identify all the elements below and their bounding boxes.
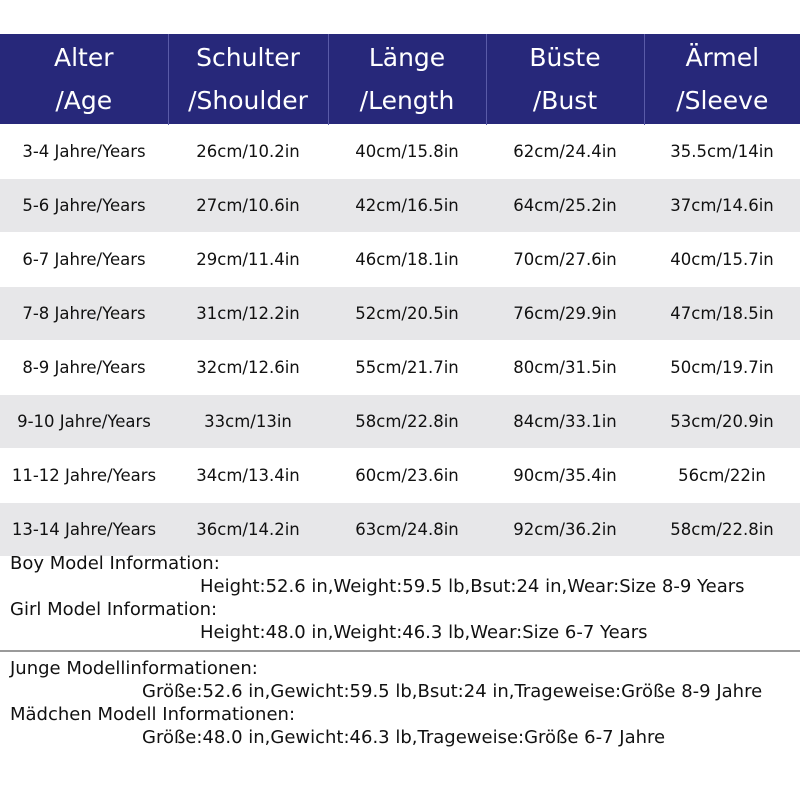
header-bust — [486, 34, 644, 125]
cell-length: 42cm/16.5in — [328, 179, 486, 233]
header-length-line1: Länge — [368, 43, 446, 72]
header-age — [0, 34, 168, 125]
table-row — [0, 179, 800, 233]
header-sleeve — [644, 34, 800, 125]
cell-shoulder: 33cm/13in — [168, 395, 328, 449]
cell-age: 7-8 Jahre/Years — [0, 287, 168, 341]
header-bust-line2: /Bust — [532, 86, 598, 115]
cell-age: 13-14 Jahre/Years — [0, 503, 168, 557]
header-shoulder-line2: /Shoulder — [188, 86, 308, 115]
english-model-info — [0, 552, 800, 644]
table-row — [0, 125, 800, 179]
cell-length: 58cm/22.8in — [328, 395, 486, 449]
cell-bust: 92cm/36.2in — [486, 503, 644, 557]
header-shoulder-line1: Schulter — [196, 43, 300, 72]
cell-bust: 76cm/29.9in — [486, 287, 644, 341]
girl-model-label: Girl Model Information: — [10, 599, 218, 620]
cell-bust: 84cm/33.1in — [486, 395, 644, 449]
table-row — [0, 233, 800, 287]
cell-age: 3-4 Jahre/Years — [0, 125, 168, 179]
cell-sleeve: 40cm/15.7in — [644, 233, 800, 287]
maedchen-model-label: Mädchen Modell Informationen: — [10, 704, 296, 725]
cell-length: 63cm/24.8in — [328, 503, 486, 557]
size-table — [0, 34, 800, 556]
cell-bust: 70cm/27.6in — [486, 233, 644, 287]
cell-age: 9-10 Jahre/Years — [0, 395, 168, 449]
cell-shoulder: 34cm/13.4in — [168, 449, 328, 503]
header-sleeve-line2: /Sleeve — [676, 86, 769, 115]
header-bust-line1: Büste — [529, 43, 601, 72]
cell-length: 40cm/15.8in — [328, 125, 486, 179]
cell-shoulder: 27cm/10.6in — [168, 179, 328, 233]
cell-sleeve: 50cm/19.7in — [644, 341, 800, 395]
maedchen-model-details: Größe:48.0 in,Gewicht:46.3 lb,Trageweise:Größe 6-7 Jahre — [142, 727, 666, 748]
cell-length: 46cm/18.1in — [328, 233, 486, 287]
cell-shoulder: 26cm/10.2in — [168, 125, 328, 179]
cell-bust: 80cm/31.5in — [486, 341, 644, 395]
header-length-line2: /Length — [359, 86, 455, 115]
cell-bust: 64cm/25.2in — [486, 179, 644, 233]
header-shoulder — [168, 34, 328, 125]
junge-model-label: Junge Modellinformationen: — [10, 658, 258, 679]
cell-shoulder: 36cm/14.2in — [168, 503, 328, 557]
cell-sleeve: 58cm/22.8in — [644, 503, 800, 557]
table-row — [0, 503, 800, 557]
cell-sleeve: 56cm/22in — [644, 449, 800, 503]
cell-age: 5-6 Jahre/Years — [0, 179, 168, 233]
junge-model-details: Größe:52.6 in,Gewicht:59.5 lb,Bsut:24 in,Trageweise:Größe 8-9 Jahre — [142, 681, 763, 702]
header-length — [328, 34, 486, 125]
header-row — [0, 34, 800, 125]
cell-bust: 62cm/24.4in — [486, 125, 644, 179]
cell-sleeve: 47cm/18.5in — [644, 287, 800, 341]
cell-age: 11-12 Jahre/Years — [0, 449, 168, 503]
cell-sleeve: 53cm/20.9in — [644, 395, 800, 449]
cell-length: 55cm/21.7in — [328, 341, 486, 395]
table-row — [0, 287, 800, 341]
cell-length: 52cm/20.5in — [328, 287, 486, 341]
german-model-info — [0, 657, 800, 749]
cell-length: 60cm/23.6in — [328, 449, 486, 503]
boy-model-details: Height:52.6 in,Weight:59.5 lb,Bsut:24 in,Wear:Size 8-9 Years — [200, 576, 745, 597]
table-row — [0, 449, 800, 503]
cell-sleeve: 35.5cm/14in — [644, 125, 800, 179]
cell-shoulder: 31cm/12.2in — [168, 287, 328, 341]
cell-shoulder: 29cm/11.4in — [168, 233, 328, 287]
boy-model-label: Boy Model Information: — [10, 553, 220, 574]
cell-age: 8-9 Jahre/Years — [0, 341, 168, 395]
cell-sleeve: 37cm/14.6in — [644, 179, 800, 233]
cell-bust: 90cm/35.4in — [486, 449, 644, 503]
section-divider — [0, 650, 800, 652]
cell-shoulder: 32cm/12.6in — [168, 341, 328, 395]
girl-model-details: Height:48.0 in,Weight:46.3 lb,Wear:Size 6-7 Years — [200, 622, 648, 643]
table-row — [0, 341, 800, 395]
header-age-line2: /Age — [55, 86, 113, 115]
header-sleeve-line1: Ärmel — [685, 43, 760, 72]
header-age-line1: Alter — [53, 43, 114, 72]
table-row — [0, 395, 800, 449]
cell-age: 6-7 Jahre/Years — [0, 233, 168, 287]
